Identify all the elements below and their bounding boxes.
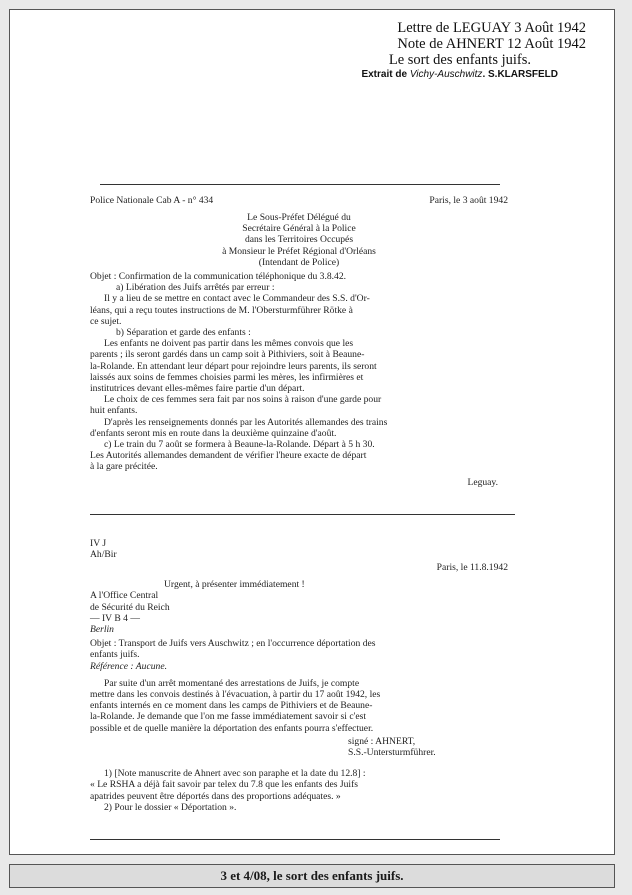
note-ahnert	[90, 538, 508, 813]
body-line: Il y a lieu de se mettre en contact avec le Commandeur des S.S. d'Or-	[104, 293, 370, 305]
bottom-divider	[90, 839, 500, 840]
body-line: Objet : Confirmation de la communication téléphonique du 3.8.42.	[90, 271, 347, 283]
body-line: la-Rolande. En attendant leur départ pour rejoindre leurs parents, ils seront	[90, 360, 377, 372]
reference-line: Référence : Aucune.	[90, 660, 167, 672]
address-line: à Monsieur le Préfet Régional d'Orléans	[222, 245, 376, 257]
note-ahnert-ref: Ah/Bir	[90, 549, 117, 561]
document-header	[361, 20, 586, 81]
object-line: enfants juifs.	[90, 649, 140, 661]
document-page	[9, 9, 615, 855]
letter-leguay	[90, 195, 508, 488]
header-source: Extrait de Vichy-Auschwitz. S.KLARSFELD	[361, 69, 558, 80]
letter-leguay-body	[90, 271, 508, 473]
address-line: Secrétaire Général à la Police	[242, 223, 356, 235]
note-ahnert-ref: IV J	[90, 538, 107, 549]
signature-line: S.S.-Untersturmführer.	[348, 747, 436, 759]
header-line-ahnert: Note de AHNERT 12 Août 1942	[397, 36, 586, 52]
note-ahnert-urgent: Urgent, à présenter immédiatement !	[164, 579, 305, 591]
body-line: a) Libération des Juifs arrêtés par erreur :	[116, 282, 275, 294]
recipient-line: A l'Office Central	[90, 590, 159, 602]
body-line: Le choix de ces femmes sera fait par nos soins à raison d'une garde pour	[104, 394, 382, 406]
signature-line: signé : AHNERT,	[348, 735, 416, 747]
object-line: Objet : Transport de Juifs vers Auschwitz ; en l'occurrence déportation des	[90, 638, 376, 650]
body-line: enfants internés en ce moment dans les camps de Pithiviers et de Beaune-	[90, 700, 373, 712]
body-line: institutrices devant elles-mêmes faire partie d'un départ.	[90, 383, 305, 395]
body-line: Les Autorités allemandes demandent de vérifier l'heure exacte de départ	[90, 450, 367, 462]
note-ahnert-body	[90, 678, 508, 734]
body-line: b) Séparation et garde des enfants :	[116, 327, 251, 339]
body-line: Par suite d'un arrêt momentané des arrestations de Juifs, je compte	[104, 677, 360, 689]
body-line: Les enfants ne doivent pas partir dans les mêmes convois que les	[104, 338, 354, 350]
middle-divider	[90, 514, 515, 515]
footnote-line: apatrides peuvent être déportés dans des proportions adéquates. »	[90, 790, 341, 802]
note-ahnert-date: Paris, le 11.8.1942	[436, 562, 508, 574]
body-line: parents ; ils seront gardés dans un camp soit à Pithiviers, soit à Beaune-	[90, 349, 365, 361]
note-ahnert-footnotes	[90, 768, 508, 813]
letter-leguay-signature: Leguay.	[467, 476, 498, 488]
letter-leguay-ref: Police Nationale Cab A - n° 434	[90, 195, 214, 206]
body-line: à la gare précitée.	[90, 461, 158, 473]
body-line: la-Rolande. Je demande que l'on me fasse immédiatement savoir si c'est	[90, 711, 366, 723]
body-line: c) Le train du 7 août se formera à Beaune-la-Rolande. Départ à 5 h 30.	[104, 439, 375, 451]
note-ahnert-object	[90, 638, 508, 672]
body-line: huit enfants.	[90, 405, 138, 417]
recipient-line: — IV B 4 —	[90, 612, 140, 624]
figure-caption: 3 et 4/08, le sort des enfants juifs.	[9, 864, 615, 888]
top-divider	[100, 184, 500, 185]
recipient-line: Berlin	[90, 624, 114, 636]
address-line: Le Sous-Préfet Délégué du	[247, 212, 351, 223]
note-ahnert-signature	[90, 736, 508, 758]
footnote-line: « Le RSHA a déjà fait savoir par telex du 7.8 que les enfants des Juifs	[90, 779, 359, 791]
body-line: D'après les renseignements donnés par les Autorités allemandes des trains	[104, 416, 388, 428]
body-line: mettre dans les convois destinés à l'évacuation, à partir du 17 août 1942, les	[90, 689, 381, 701]
note-ahnert-recipient	[90, 590, 508, 635]
header-title: Le sort des enfants juifs.	[388, 52, 531, 68]
body-line: ce sujet.	[90, 315, 122, 327]
address-line: (Intendant de Police)	[258, 256, 340, 268]
body-line: d'enfants seront mis en route dans la deuxième quinzaine d'août.	[90, 427, 337, 439]
recipient-line: de Sécurité du Reich	[90, 601, 170, 613]
letter-leguay-date: Paris, le 3 août 1942	[429, 195, 508, 206]
letter-leguay-address	[90, 212, 508, 268]
header-line-leguay: Lettre de LEGUAY 3 Août 1942	[397, 20, 586, 36]
footnote-line: 1) [Note manuscrite de Ahnert avec son paraphe et la date du 12.8] :	[104, 768, 366, 780]
body-line: léans, qui a reçu toutes instructions de M. l'Obersturmführer Rötke à	[90, 304, 353, 316]
footnote-line: 2) Pour le dossier « Déportation ».	[104, 801, 237, 813]
body-line: laissés aux soins de femmes choisies parmi les mères, les infirmières et	[90, 371, 364, 383]
body-line: possible et de quelle manière la déportation des enfants pourra s'effectuer.	[90, 722, 374, 734]
letter-leguay-heading	[90, 195, 508, 206]
address-line: dans les Territoires Occupés	[244, 234, 354, 246]
